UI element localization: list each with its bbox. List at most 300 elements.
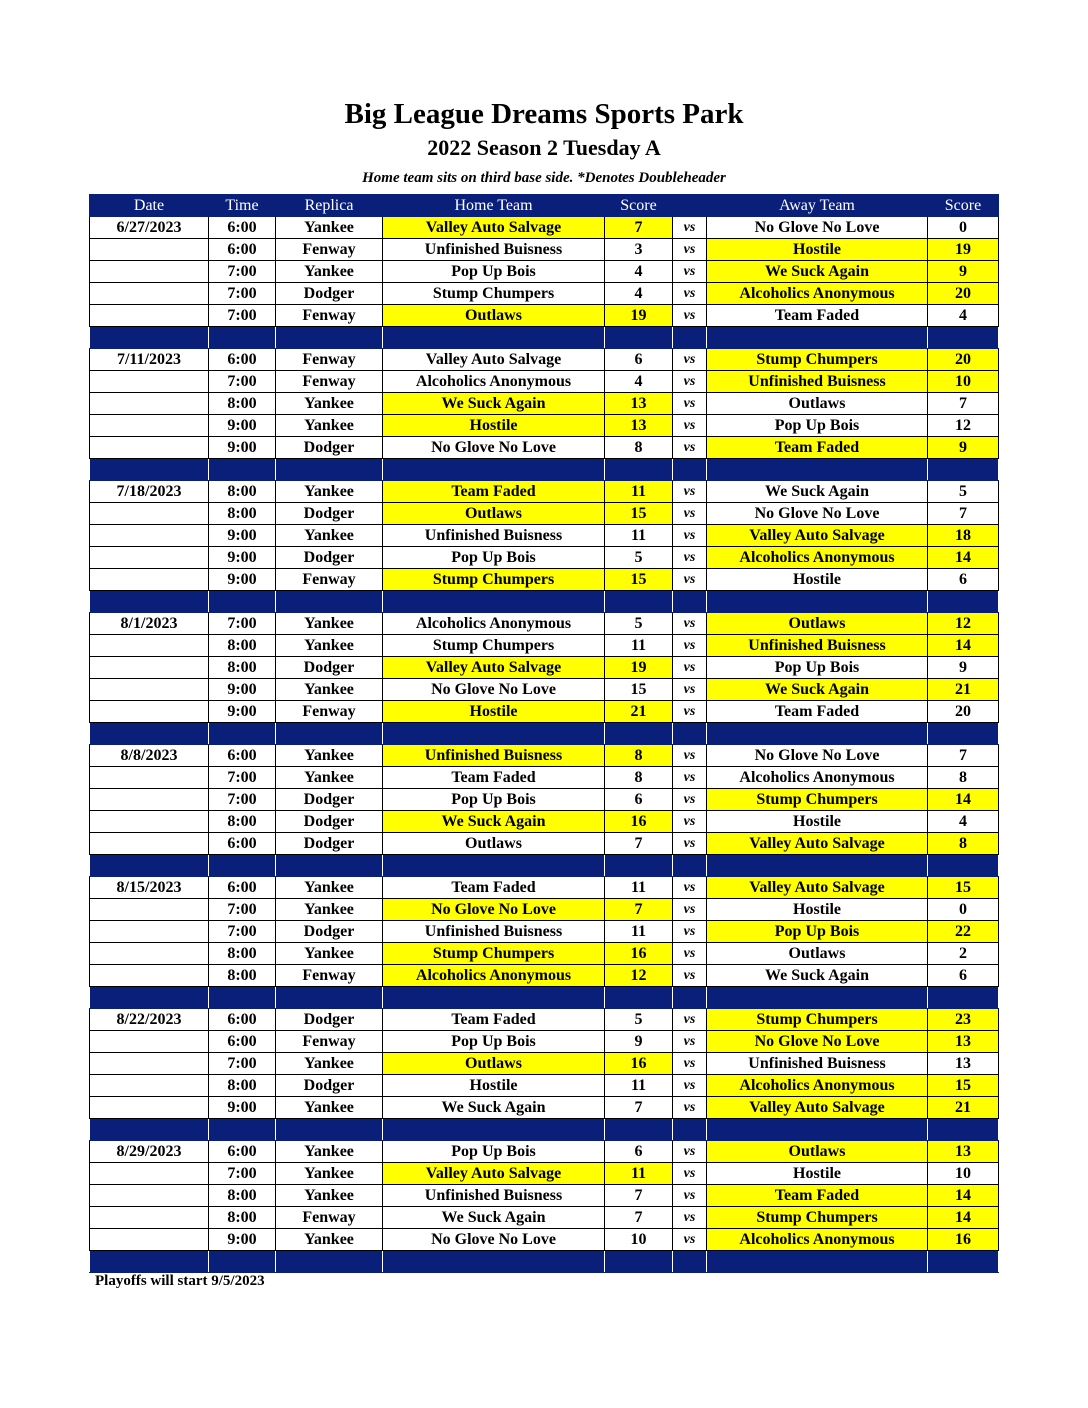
time-cell: 8:00	[209, 1075, 276, 1097]
table-header-row	[90, 195, 999, 217]
separator-cell	[209, 987, 276, 1009]
week-separator-row	[90, 1119, 999, 1141]
home-score-cell: 5	[605, 613, 673, 635]
away-score-cell: 14	[928, 547, 999, 569]
column-header-away-score: Score	[928, 195, 999, 217]
separator-cell	[928, 723, 999, 745]
away-team-cell: Alcoholics Anonymous	[707, 1229, 928, 1251]
replica-cell: Yankee	[276, 943, 383, 965]
time-cell: 9:00	[209, 679, 276, 701]
separator-cell	[928, 591, 999, 613]
time-cell: 8:00	[209, 393, 276, 415]
table-row	[90, 1185, 999, 1207]
separator-cell	[707, 987, 928, 1009]
home-score-cell: 7	[605, 1097, 673, 1119]
away-team-cell: Alcoholics Anonymous	[707, 547, 928, 569]
vs-cell: vs	[673, 305, 707, 327]
home-team-cell: Pop Up Bois	[383, 1141, 605, 1163]
vs-cell: vs	[673, 547, 707, 569]
table-row	[90, 283, 999, 305]
home-team-cell: Valley Auto Salvage	[383, 657, 605, 679]
replica-cell: Yankee	[276, 217, 383, 239]
replica-cell: Fenway	[276, 1031, 383, 1053]
away-score-cell: 2	[928, 943, 999, 965]
time-cell: 9:00	[209, 569, 276, 591]
week-separator-row	[90, 1251, 999, 1273]
date-cell: 8/8/2023	[90, 745, 209, 767]
time-cell: 7:00	[209, 899, 276, 921]
separator-cell	[383, 1119, 605, 1141]
away-team-cell: Pop Up Bois	[707, 657, 928, 679]
vs-cell: vs	[673, 393, 707, 415]
date-cell	[90, 833, 209, 855]
home-score-cell: 21	[605, 701, 673, 723]
date-cell	[90, 1097, 209, 1119]
away-score-cell: 14	[928, 1185, 999, 1207]
home-team-cell: Stump Chumpers	[383, 283, 605, 305]
table-row	[90, 811, 999, 833]
away-team-cell: Stump Chumpers	[707, 1009, 928, 1031]
home-team-cell: Hostile	[383, 1075, 605, 1097]
away-team-cell: Alcoholics Anonymous	[707, 767, 928, 789]
away-score-cell: 15	[928, 1075, 999, 1097]
date-cell	[90, 657, 209, 679]
table-row	[90, 789, 999, 811]
away-team-cell: No Glove No Love	[707, 745, 928, 767]
time-cell: 6:00	[209, 239, 276, 261]
date-cell	[90, 415, 209, 437]
vs-cell: vs	[673, 261, 707, 283]
table-row	[90, 877, 999, 899]
replica-cell: Fenway	[276, 305, 383, 327]
away-team-cell: Unfinished Buisness	[707, 1053, 928, 1075]
replica-cell: Yankee	[276, 415, 383, 437]
home-score-cell: 8	[605, 745, 673, 767]
date-cell	[90, 547, 209, 569]
replica-cell: Dodger	[276, 811, 383, 833]
table-row	[90, 613, 999, 635]
away-score-cell: 9	[928, 437, 999, 459]
table-row	[90, 635, 999, 657]
vs-cell: vs	[673, 701, 707, 723]
separator-cell	[276, 723, 383, 745]
separator-cell	[383, 987, 605, 1009]
vs-cell: vs	[673, 679, 707, 701]
home-team-cell: We Suck Again	[383, 393, 605, 415]
away-score-cell: 9	[928, 657, 999, 679]
replica-cell: Yankee	[276, 1097, 383, 1119]
time-cell: 8:00	[209, 943, 276, 965]
home-score-cell: 8	[605, 437, 673, 459]
replica-cell: Dodger	[276, 547, 383, 569]
away-team-cell: Stump Chumpers	[707, 349, 928, 371]
vs-cell: vs	[673, 1009, 707, 1031]
time-cell: 8:00	[209, 1185, 276, 1207]
table-row	[90, 1031, 999, 1053]
away-team-cell: Valley Auto Salvage	[707, 877, 928, 899]
vs-cell: vs	[673, 833, 707, 855]
away-team-cell: Stump Chumpers	[707, 789, 928, 811]
away-score-cell: 18	[928, 525, 999, 547]
separator-cell	[605, 327, 673, 349]
home-team-cell: Team Faded	[383, 1009, 605, 1031]
table-row	[90, 1207, 999, 1229]
separator-cell	[605, 459, 673, 481]
away-score-cell: 13	[928, 1031, 999, 1053]
time-cell: 7:00	[209, 371, 276, 393]
replica-cell: Fenway	[276, 701, 383, 723]
table-row	[90, 1009, 999, 1031]
playoffs-note: Playoffs will start 9/5/2023	[95, 1273, 265, 1289]
week-separator-row	[90, 855, 999, 877]
date-cell	[90, 635, 209, 657]
away-team-cell: We Suck Again	[707, 261, 928, 283]
home-team-cell: We Suck Again	[383, 811, 605, 833]
date-cell	[90, 1031, 209, 1053]
date-cell	[90, 1163, 209, 1185]
date-cell	[90, 437, 209, 459]
replica-cell: Dodger	[276, 789, 383, 811]
home-team-cell: Unfinished Buisness	[383, 239, 605, 261]
away-team-cell: Alcoholics Anonymous	[707, 1075, 928, 1097]
home-team-cell: We Suck Again	[383, 1097, 605, 1119]
date-cell	[90, 1075, 209, 1097]
home-team-cell: Team Faded	[383, 481, 605, 503]
home-score-cell: 4	[605, 283, 673, 305]
home-score-cell: 16	[605, 811, 673, 833]
away-score-cell: 4	[928, 305, 999, 327]
time-cell: 9:00	[209, 415, 276, 437]
home-score-cell: 3	[605, 239, 673, 261]
away-team-cell: Hostile	[707, 239, 928, 261]
separator-cell	[276, 855, 383, 877]
vs-cell: vs	[673, 283, 707, 305]
away-score-cell: 6	[928, 569, 999, 591]
vs-cell: vs	[673, 1053, 707, 1075]
away-score-cell: 14	[928, 789, 999, 811]
separator-cell	[209, 591, 276, 613]
vs-cell: vs	[673, 943, 707, 965]
away-team-cell: No Glove No Love	[707, 503, 928, 525]
date-cell	[90, 789, 209, 811]
date-cell	[90, 503, 209, 525]
home-score-cell: 5	[605, 1009, 673, 1031]
table-row	[90, 305, 999, 327]
home-team-cell: Outlaws	[383, 833, 605, 855]
home-score-cell: 11	[605, 1075, 673, 1097]
time-cell: 7:00	[209, 261, 276, 283]
time-cell: 6:00	[209, 745, 276, 767]
table-row	[90, 1053, 999, 1075]
time-cell: 7:00	[209, 921, 276, 943]
home-score-cell: 7	[605, 1207, 673, 1229]
date-cell: 7/11/2023	[90, 349, 209, 371]
separator-cell	[673, 855, 707, 877]
vs-cell: vs	[673, 569, 707, 591]
away-score-cell: 20	[928, 701, 999, 723]
away-team-cell: Team Faded	[707, 305, 928, 327]
away-score-cell: 21	[928, 1097, 999, 1119]
away-team-cell: Pop Up Bois	[707, 415, 928, 437]
date-cell	[90, 1207, 209, 1229]
home-team-cell: Outlaws	[383, 305, 605, 327]
home-team-cell: Unfinished Buisness	[383, 745, 605, 767]
separator-cell	[276, 591, 383, 613]
home-score-cell: 4	[605, 261, 673, 283]
table-row	[90, 393, 999, 415]
away-team-cell: Team Faded	[707, 437, 928, 459]
schedule-table	[89, 194, 999, 1273]
separator-cell	[605, 723, 673, 745]
time-cell: 7:00	[209, 305, 276, 327]
away-score-cell: 8	[928, 833, 999, 855]
table-row	[90, 657, 999, 679]
week-separator-row	[90, 327, 999, 349]
vs-cell: vs	[673, 1097, 707, 1119]
vs-cell: vs	[673, 613, 707, 635]
separator-cell	[209, 1119, 276, 1141]
separator-cell	[673, 1251, 707, 1273]
separator-cell	[90, 1251, 209, 1273]
date-cell	[90, 965, 209, 987]
separator-cell	[928, 987, 999, 1009]
vs-cell: vs	[673, 371, 707, 393]
separator-cell	[928, 459, 999, 481]
separator-cell	[928, 855, 999, 877]
home-team-cell: Hostile	[383, 415, 605, 437]
table-row	[90, 437, 999, 459]
date-cell	[90, 767, 209, 789]
replica-cell: Yankee	[276, 899, 383, 921]
replica-cell: Yankee	[276, 393, 383, 415]
vs-cell: vs	[673, 239, 707, 261]
home-team-cell: Stump Chumpers	[383, 943, 605, 965]
home-score-cell: 6	[605, 349, 673, 371]
date-cell	[90, 921, 209, 943]
away-team-cell: We Suck Again	[707, 679, 928, 701]
separator-cell	[383, 327, 605, 349]
time-cell: 7:00	[209, 1163, 276, 1185]
separator-cell	[209, 459, 276, 481]
away-score-cell: 7	[928, 503, 999, 525]
away-score-cell: 8	[928, 767, 999, 789]
time-cell: 8:00	[209, 481, 276, 503]
home-team-cell: Unfinished Buisness	[383, 525, 605, 547]
column-header-date: Date	[90, 195, 209, 217]
away-score-cell: 16	[928, 1229, 999, 1251]
separator-cell	[90, 591, 209, 613]
separator-cell	[383, 591, 605, 613]
home-team-cell: Outlaws	[383, 1053, 605, 1075]
home-team-cell: Team Faded	[383, 767, 605, 789]
home-score-cell: 15	[605, 569, 673, 591]
schedule-note: Home team sits on third base side. *Denotes Doubleheader	[362, 170, 726, 186]
table-row	[90, 899, 999, 921]
separator-cell	[673, 591, 707, 613]
separator-cell	[673, 327, 707, 349]
home-team-cell: Unfinished Buisness	[383, 921, 605, 943]
date-cell	[90, 283, 209, 305]
time-cell: 6:00	[209, 877, 276, 899]
date-cell	[90, 1053, 209, 1075]
date-cell	[90, 261, 209, 283]
vs-cell: vs	[673, 811, 707, 833]
replica-cell: Dodger	[276, 503, 383, 525]
home-team-cell: Pop Up Bois	[383, 1031, 605, 1053]
home-score-cell: 16	[605, 1053, 673, 1075]
time-cell: 8:00	[209, 965, 276, 987]
table-row	[90, 1141, 999, 1163]
vs-cell: vs	[673, 635, 707, 657]
away-score-cell: 0	[928, 217, 999, 239]
home-score-cell: 10	[605, 1229, 673, 1251]
away-team-cell: Team Faded	[707, 701, 928, 723]
home-team-cell: Stump Chumpers	[383, 569, 605, 591]
separator-cell	[707, 1251, 928, 1273]
vs-cell: vs	[673, 877, 707, 899]
time-cell: 7:00	[209, 1053, 276, 1075]
away-score-cell: 4	[928, 811, 999, 833]
home-team-cell: Alcoholics Anonymous	[383, 965, 605, 987]
away-team-cell: Team Faded	[707, 1185, 928, 1207]
separator-cell	[90, 855, 209, 877]
table-row	[90, 745, 999, 767]
away-team-cell: Stump Chumpers	[707, 1207, 928, 1229]
home-team-cell: Valley Auto Salvage	[383, 349, 605, 371]
date-cell	[90, 393, 209, 415]
away-team-cell: Hostile	[707, 899, 928, 921]
replica-cell: Dodger	[276, 1075, 383, 1097]
separator-cell	[605, 591, 673, 613]
separator-cell	[707, 723, 928, 745]
away-score-cell: 12	[928, 415, 999, 437]
home-team-cell: No Glove No Love	[383, 437, 605, 459]
home-team-cell: Unfinished Buisness	[383, 1185, 605, 1207]
replica-cell: Yankee	[276, 1185, 383, 1207]
time-cell: 8:00	[209, 657, 276, 679]
away-team-cell: No Glove No Love	[707, 1031, 928, 1053]
time-cell: 9:00	[209, 1097, 276, 1119]
separator-cell	[928, 1251, 999, 1273]
column-header-home-team: Home Team	[383, 195, 605, 217]
time-cell: 9:00	[209, 701, 276, 723]
replica-cell: Yankee	[276, 613, 383, 635]
vs-cell: vs	[673, 745, 707, 767]
time-cell: 6:00	[209, 349, 276, 371]
table-row	[90, 371, 999, 393]
table-row	[90, 701, 999, 723]
week-separator-row	[90, 591, 999, 613]
home-score-cell: 6	[605, 1141, 673, 1163]
table-row	[90, 965, 999, 987]
home-score-cell: 19	[605, 657, 673, 679]
time-cell: 6:00	[209, 1141, 276, 1163]
separator-cell	[276, 459, 383, 481]
table-row	[90, 767, 999, 789]
vs-cell: vs	[673, 1031, 707, 1053]
replica-cell: Fenway	[276, 371, 383, 393]
away-score-cell: 9	[928, 261, 999, 283]
table-row	[90, 1097, 999, 1119]
separator-cell	[928, 327, 999, 349]
home-score-cell: 6	[605, 789, 673, 811]
column-header-time: Time	[209, 195, 276, 217]
home-score-cell: 7	[605, 1185, 673, 1207]
time-cell: 9:00	[209, 547, 276, 569]
away-team-cell: Unfinished Buisness	[707, 635, 928, 657]
column-header-vs	[673, 195, 707, 217]
time-cell: 6:00	[209, 217, 276, 239]
table-row	[90, 1075, 999, 1097]
home-score-cell: 11	[605, 525, 673, 547]
separator-cell	[90, 327, 209, 349]
table-row	[90, 1229, 999, 1251]
table-row	[90, 261, 999, 283]
time-cell: 9:00	[209, 1229, 276, 1251]
home-score-cell: 15	[605, 503, 673, 525]
vs-cell: vs	[673, 965, 707, 987]
date-cell	[90, 239, 209, 261]
vs-cell: vs	[673, 921, 707, 943]
away-score-cell: 0	[928, 899, 999, 921]
away-team-cell: Valley Auto Salvage	[707, 525, 928, 547]
date-cell: 8/29/2023	[90, 1141, 209, 1163]
replica-cell: Yankee	[276, 1141, 383, 1163]
home-score-cell: 15	[605, 679, 673, 701]
away-score-cell: 23	[928, 1009, 999, 1031]
vs-cell: vs	[673, 349, 707, 371]
vs-cell: vs	[673, 415, 707, 437]
date-cell	[90, 701, 209, 723]
away-score-cell: 19	[928, 239, 999, 261]
date-cell: 8/15/2023	[90, 877, 209, 899]
replica-cell: Yankee	[276, 1053, 383, 1075]
vs-cell: vs	[673, 481, 707, 503]
vs-cell: vs	[673, 217, 707, 239]
date-cell: 7/18/2023	[90, 481, 209, 503]
column-header-home-score: Score	[605, 195, 673, 217]
away-score-cell: 10	[928, 1163, 999, 1185]
home-team-cell: Valley Auto Salvage	[383, 1163, 605, 1185]
column-header-replica: Replica	[276, 195, 383, 217]
page-subtitle: 2022 Season 2 Tuesday A	[427, 135, 661, 160]
away-team-cell: Outlaws	[707, 943, 928, 965]
replica-cell: Yankee	[276, 679, 383, 701]
home-team-cell: No Glove No Love	[383, 1229, 605, 1251]
away-team-cell: Hostile	[707, 1163, 928, 1185]
date-cell: 8/22/2023	[90, 1009, 209, 1031]
time-cell: 9:00	[209, 437, 276, 459]
home-score-cell: 5	[605, 547, 673, 569]
separator-cell	[673, 459, 707, 481]
table-row	[90, 569, 999, 591]
separator-cell	[605, 987, 673, 1009]
away-score-cell: 13	[928, 1141, 999, 1163]
table-row	[90, 349, 999, 371]
home-team-cell: We Suck Again	[383, 1207, 605, 1229]
week-separator-row	[90, 459, 999, 481]
separator-cell	[383, 1251, 605, 1273]
vs-cell: vs	[673, 437, 707, 459]
date-cell	[90, 305, 209, 327]
replica-cell: Yankee	[276, 1163, 383, 1185]
separator-cell	[383, 723, 605, 745]
away-score-cell: 14	[928, 1207, 999, 1229]
home-team-cell: Outlaws	[383, 503, 605, 525]
table-row	[90, 503, 999, 525]
replica-cell: Dodger	[276, 437, 383, 459]
date-cell	[90, 569, 209, 591]
